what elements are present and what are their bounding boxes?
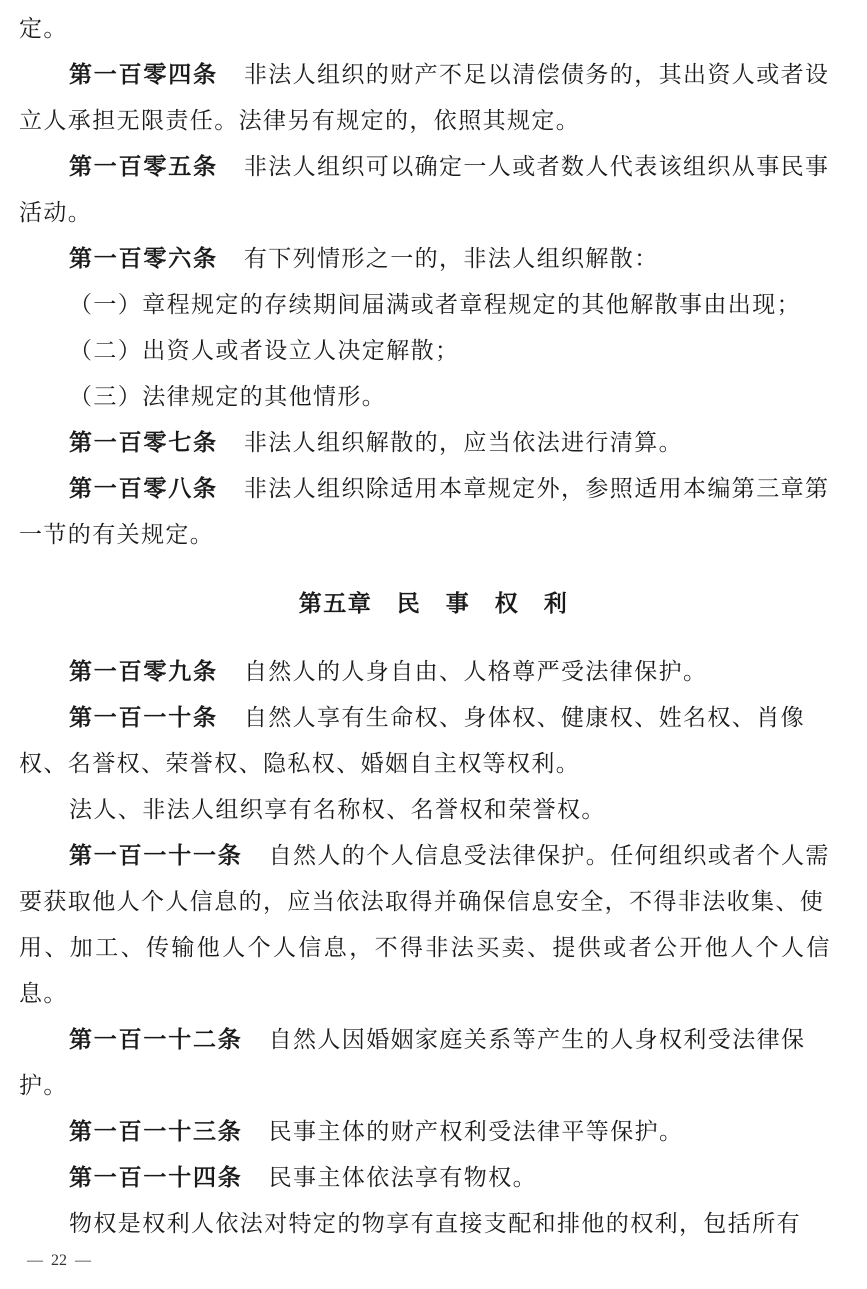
list-item-2: （二）出资人或者设立人决定解散； xyxy=(69,338,460,364)
article-number: 第一百零八条 xyxy=(69,476,218,502)
article-number: 第一百零六条 xyxy=(69,246,218,272)
article-112 xyxy=(69,1025,851,1055)
article-110 xyxy=(69,703,851,733)
text-line: 权、名誉权、荣誉权、隐私权、婚姻自主权等权利。 xyxy=(19,751,581,777)
text-line: 一节的有关规定。 xyxy=(19,522,215,548)
article-108 xyxy=(69,474,851,504)
article-number: 第一百一十二条 xyxy=(69,1027,243,1053)
article-text: 自然人的个人信息受法律保护。任何组织或者个人需 xyxy=(268,843,830,869)
article-104 xyxy=(69,60,851,90)
article-107 xyxy=(69,428,851,458)
chapter-title: 第五章 民 事 权 利 xyxy=(298,591,569,617)
article-number: 第一百零五条 xyxy=(69,154,218,180)
article-number: 第一百零九条 xyxy=(69,659,218,685)
text-line: 定。 xyxy=(19,16,68,42)
article-text: 非法人组织除适用本章规定外，参照适用本编第三章第 xyxy=(243,476,830,502)
list-item-1: （一）章程规定的存续期间届满或者章程规定的其他解散事由出现； xyxy=(69,292,801,318)
article-text: 自然人的人身自由、人格尊严受法律保护。 xyxy=(243,659,708,685)
text-line: 要获取他人个人信息的，应当依法取得并确保信息安全，不得非法收集、使 xyxy=(19,889,825,915)
footer-dash-left: — xyxy=(27,1252,43,1269)
article-text: 民事主体依法享有物权。 xyxy=(268,1165,538,1191)
article-number: 第一百零四条 xyxy=(69,62,218,88)
article-text: 非法人组织的财产不足以清偿债务的，其出资人或者设 xyxy=(243,62,830,88)
text-line: 护。 xyxy=(19,1073,68,1099)
article-text: 民事主体的财产权利受法律平等保护。 xyxy=(268,1119,684,1145)
text-line: 用、加工、传输他人个人信息，不得非法买卖、提供或者公开他人个人信 xyxy=(19,935,832,961)
paragraph: 物权是权利人依法对特定的物享有直接支配和排他的权利，包括所有 xyxy=(69,1211,801,1237)
article-114 xyxy=(69,1163,851,1193)
article-text: 有下列情形之一的，非法人组织解散： xyxy=(243,246,659,272)
article-105 xyxy=(69,152,851,182)
footer-dash-right: — xyxy=(75,1252,91,1269)
article-106 xyxy=(69,244,851,274)
text-line: 立人承担无限责任。法律另有规定的，依照其规定。 xyxy=(19,108,581,134)
article-number: 第一百零七条 xyxy=(69,430,218,456)
article-113 xyxy=(69,1117,851,1147)
article-number: 第一百一十条 xyxy=(69,705,218,731)
page-footer xyxy=(27,1251,91,1271)
article-109 xyxy=(69,657,851,687)
article-111 xyxy=(69,841,851,871)
paragraph: 法人、非法人组织享有名称权、名誉权和荣誉权。 xyxy=(69,797,606,823)
page-number: 22 xyxy=(51,1252,67,1269)
text-line: 活动。 xyxy=(19,200,93,226)
article-text: 非法人组织可以确定一人或者数人代表该组织从事民事 xyxy=(243,154,830,180)
article-number: 第一百一十三条 xyxy=(69,1119,243,1145)
list-item-3: （三）法律规定的其他情形。 xyxy=(69,384,387,410)
article-text: 自然人因婚姻家庭关系等产生的人身权利受法律保 xyxy=(268,1027,806,1053)
article-number: 第一百一十一条 xyxy=(69,843,243,869)
article-text: 自然人享有生命权、身体权、健康权、姓名权、肖像 xyxy=(243,705,806,731)
text-line: 息。 xyxy=(19,981,68,1007)
article-text: 非法人组织解散的，应当依法进行清算。 xyxy=(243,430,684,456)
article-number: 第一百一十四条 xyxy=(69,1165,243,1191)
